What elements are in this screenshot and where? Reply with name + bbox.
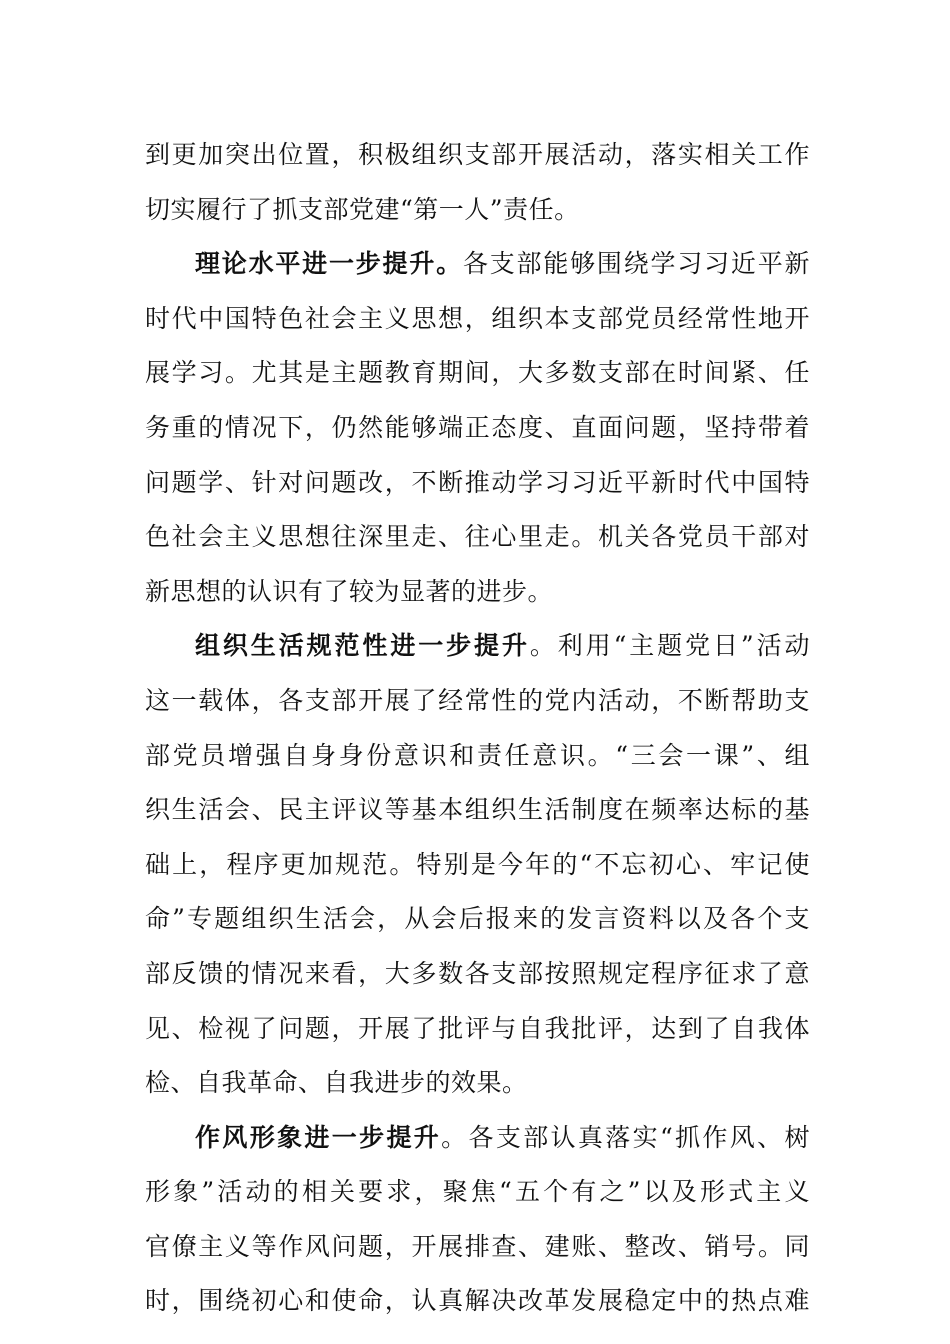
text-run: 。各支部认真落实“抓作风、树 bbox=[441, 1122, 810, 1152]
text-line: 织生活会、民主评议等基本组织生活制度在频率达标的基 bbox=[145, 795, 810, 825]
text-line bbox=[145, 1111, 810, 1166]
text-line: 时代中国特色社会主义思想，组织本支部党员经常性地开 bbox=[145, 303, 810, 333]
text-line: 部党员增强自身身份意识和责任意识。“三会一课”、组 bbox=[145, 740, 810, 770]
text-line bbox=[145, 619, 810, 674]
paragraph-heading: 作风形象进一步提升 bbox=[195, 1122, 442, 1152]
text-line: 切实履行了抓支部党建“第一人”责任。 bbox=[145, 194, 580, 224]
text-line: 形象”活动的相关要求，聚焦“五个有之”以及形式主义 bbox=[145, 1177, 810, 1207]
text-line: 展学习。尤其是主题教育期间，大多数支部在时间紧、任 bbox=[145, 358, 810, 388]
text-line: 础上，程序更加规范。特别是今年的“不忘初心、牢记使 bbox=[145, 849, 810, 879]
text-run: 各支部能够围绕学习习近平新 bbox=[462, 249, 810, 279]
text-line bbox=[145, 237, 810, 292]
paragraph-heading: 理论水平进一步提升。 bbox=[195, 249, 463, 279]
text-line: 命”专题组织生活会，从会后报来的发言资料以及各个支 bbox=[145, 904, 810, 934]
document-body bbox=[145, 128, 810, 1329]
text-line: 色社会主义思想往深里走、往心里走。机关各党员干部对 bbox=[145, 522, 810, 552]
text-line: 见、检视了问题，开展了批评与自我批评，达到了自我体 bbox=[145, 1013, 810, 1043]
text-line: 部反馈的情况来看，大多数各支部按照规定程序征求了意 bbox=[145, 958, 810, 988]
text-line: 问题学、针对问题改，不断推动学习习近平新时代中国特 bbox=[145, 467, 810, 497]
text-line: 这一载体，各支部开展了经常性的党内活动，不断帮助支 bbox=[145, 685, 810, 715]
text-line: 到更加突出位置，积极组织支部开展活动，落实相关工作 bbox=[145, 140, 810, 169]
text-line: 务重的情况下，仍然能够端正态度、直面问题，坚持带着 bbox=[145, 412, 810, 442]
text-line: 时，围绕初心和使命，认真解决改革发展稳定中的热点难 bbox=[145, 1286, 810, 1316]
text-run: 。利用“主题党日”活动 bbox=[529, 631, 810, 661]
text-line: 检、自我革命、自我进步的效果。 bbox=[145, 1068, 528, 1098]
text-line: 新思想的认识有了较为显著的进步。 bbox=[145, 576, 554, 606]
paragraph-heading: 组织生活规范性进一步提升 bbox=[195, 631, 530, 661]
text-line: 官僚主义等作风问题，开展排查、建账、整改、销号。同 bbox=[145, 1231, 810, 1261]
